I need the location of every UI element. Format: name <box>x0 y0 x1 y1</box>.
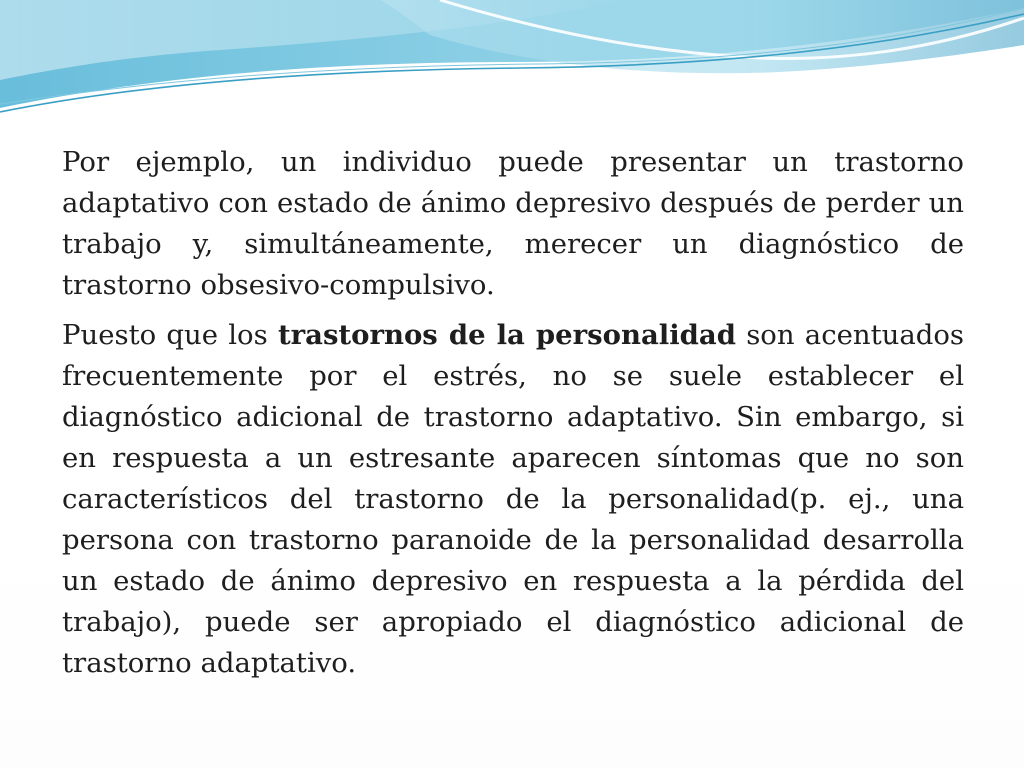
paragraph-2 <box>62 315 964 684</box>
paragraph-2-intro: Puesto que los <box>62 319 278 351</box>
paragraph-2-bold-term: trastornos de la personalidad <box>277 319 736 351</box>
slide-body <box>62 142 964 684</box>
paragraph-1: Por ejemplo, un individuo puede presentar un trastorno adaptativo con estado de ánimo depresivo después de perder un trabajo y, simultáneamente, merecer un diagnóstico de trastorno obsesivo-compulsivo. <box>62 146 964 301</box>
paragraph-2-rest: son acentuados frecuentemente por el estrés, no se suele establecer el diagnóstico adicional de trastorno adaptativo. Sin embargo, si en respuesta a un estresante aparecen síntomas que no son característicos del trastorno de la personalidad(p. ej., una persona con trastorno paranoide de la personalidad desarrolla un estado de ánimo depresivo en respuesta a la pérdida del trabajo), puede ser apropiado el diagnóstico adicional de trastorno adaptativo. <box>62 319 965 679</box>
header-wave-decoration <box>0 0 1024 130</box>
